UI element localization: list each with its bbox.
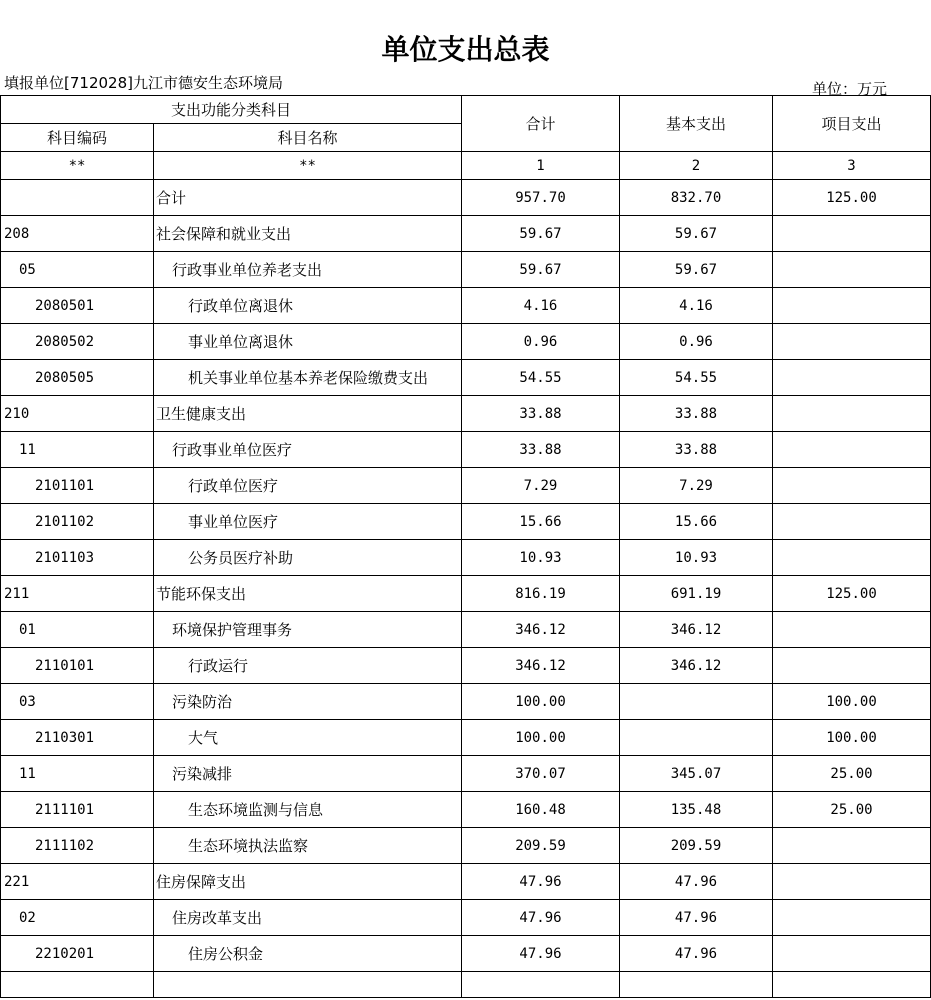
total-cell: 10.93 (462, 540, 620, 576)
subject-code-cell (1, 972, 154, 998)
table-row (1, 684, 931, 720)
subject-code-cell (1, 180, 154, 216)
subject-name-cell: 生态环境监测与信息 (154, 792, 462, 828)
index-total: 1 (462, 152, 620, 180)
index-code: ** (1, 152, 154, 180)
subject-name-cell: 社会保障和就业支出 (154, 216, 462, 252)
header-function-category: 支出功能分类科目 (1, 96, 462, 124)
table-row (1, 720, 931, 756)
project-expenditure-cell: 25.00 (773, 756, 931, 792)
total-cell: 59.67 (462, 216, 620, 252)
basic-expenditure-cell (620, 720, 773, 756)
basic-expenditure-cell: 10.93 (620, 540, 773, 576)
project-expenditure-cell (773, 432, 931, 468)
header-project-expenditure: 项目支出 (773, 96, 931, 152)
reporting-unit-label: 填报单位[712028]九江市德安生态环境局 (4, 74, 283, 92)
project-expenditure-cell: 125.00 (773, 180, 931, 216)
project-expenditure-cell (773, 972, 931, 998)
table-row (1, 972, 931, 998)
total-cell: 0.96 (462, 324, 620, 360)
basic-expenditure-cell (620, 684, 773, 720)
subject-name-cell: 卫生健康支出 (154, 396, 462, 432)
index-project: 3 (773, 152, 931, 180)
table-row (1, 540, 931, 576)
header-basic-expenditure: 基本支出 (620, 96, 773, 152)
subject-code-cell: 03 (1, 684, 154, 720)
subject-code-cell: 221 (1, 864, 154, 900)
subject-code-cell: 2101103 (1, 540, 154, 576)
expenditure-summary-table (0, 95, 931, 998)
basic-expenditure-cell: 59.67 (620, 216, 773, 252)
subject-name-cell: 环境保护管理事务 (154, 612, 462, 648)
subject-name-cell: 生态环境执法监察 (154, 828, 462, 864)
table-row (1, 576, 931, 612)
project-expenditure-cell (773, 648, 931, 684)
subject-code-cell: 2110301 (1, 720, 154, 756)
basic-expenditure-cell: 135.48 (620, 792, 773, 828)
total-cell: 47.96 (462, 936, 620, 972)
subject-code-cell: 2101102 (1, 504, 154, 540)
total-cell: 370.07 (462, 756, 620, 792)
basic-expenditure-cell: 7.29 (620, 468, 773, 504)
subject-name-cell: 公务员医疗补助 (154, 540, 462, 576)
subject-code-cell: 2111101 (1, 792, 154, 828)
total-cell: 100.00 (462, 684, 620, 720)
basic-expenditure-cell: 47.96 (620, 936, 773, 972)
subject-code-cell: 11 (1, 756, 154, 792)
subject-code-cell: 2110101 (1, 648, 154, 684)
total-cell: 54.55 (462, 360, 620, 396)
table-row (1, 216, 931, 252)
project-expenditure-cell (773, 864, 931, 900)
project-expenditure-cell (773, 324, 931, 360)
subject-code-cell: 2111102 (1, 828, 154, 864)
project-expenditure-cell (773, 360, 931, 396)
subject-name-cell: 污染防治 (154, 684, 462, 720)
subject-name-cell (154, 972, 462, 998)
basic-expenditure-cell: 209.59 (620, 828, 773, 864)
subject-name-cell: 住房保障支出 (154, 864, 462, 900)
subject-code-cell: 05 (1, 252, 154, 288)
table-row (1, 828, 931, 864)
project-expenditure-cell (773, 252, 931, 288)
project-expenditure-cell (773, 288, 931, 324)
currency-unit-label: 单位：万元 (812, 80, 888, 98)
basic-expenditure-cell (620, 972, 773, 998)
total-cell: 47.96 (462, 900, 620, 936)
subject-code-cell: 2080505 (1, 360, 154, 396)
table-row (1, 360, 931, 396)
basic-expenditure-cell: 33.88 (620, 396, 773, 432)
subject-name-cell: 事业单位离退休 (154, 324, 462, 360)
subject-name-cell: 行政事业单位医疗 (154, 432, 462, 468)
total-cell (462, 972, 620, 998)
subject-name-cell: 大气 (154, 720, 462, 756)
project-expenditure-cell (773, 828, 931, 864)
project-expenditure-cell (773, 936, 931, 972)
table-row (1, 756, 931, 792)
project-expenditure-cell (773, 504, 931, 540)
index-basic: 2 (620, 152, 773, 180)
subject-name-cell: 行政单位离退休 (154, 288, 462, 324)
total-cell: 59.67 (462, 252, 620, 288)
subject-code-cell: 2210201 (1, 936, 154, 972)
header-subject-code: 科目编码 (1, 124, 154, 152)
subject-name-cell: 节能环保支出 (154, 576, 462, 612)
project-expenditure-cell: 125.00 (773, 576, 931, 612)
project-expenditure-cell: 25.00 (773, 792, 931, 828)
subject-name-cell: 住房公积金 (154, 936, 462, 972)
subject-code-cell: 11 (1, 432, 154, 468)
total-cell: 160.48 (462, 792, 620, 828)
total-cell: 957.70 (462, 180, 620, 216)
project-expenditure-cell (773, 216, 931, 252)
table-row (1, 324, 931, 360)
subject-name-cell: 合计 (154, 180, 462, 216)
table-row (1, 792, 931, 828)
total-cell: 33.88 (462, 432, 620, 468)
project-expenditure-cell (773, 540, 931, 576)
subject-name-cell: 住房改革支出 (154, 900, 462, 936)
table-row (1, 468, 931, 504)
table-row (1, 180, 931, 216)
subject-name-cell: 机关事业单位基本养老保险缴费支出 (154, 360, 462, 396)
total-cell: 33.88 (462, 396, 620, 432)
total-cell: 209.59 (462, 828, 620, 864)
subject-name-cell: 事业单位医疗 (154, 504, 462, 540)
page-title: 单位支出总表 (381, 33, 550, 66)
basic-expenditure-cell: 47.96 (620, 864, 773, 900)
project-expenditure-cell (773, 468, 931, 504)
table-row (1, 648, 931, 684)
index-name: ** (154, 152, 462, 180)
table-row (1, 396, 931, 432)
subject-name-cell: 行政事业单位养老支出 (154, 252, 462, 288)
table-row (1, 864, 931, 900)
project-expenditure-cell (773, 900, 931, 936)
project-expenditure-cell (773, 396, 931, 432)
project-expenditure-cell: 100.00 (773, 720, 931, 756)
basic-expenditure-cell: 346.12 (620, 648, 773, 684)
table-row (1, 504, 931, 540)
basic-expenditure-cell: 0.96 (620, 324, 773, 360)
total-cell: 100.00 (462, 720, 620, 756)
basic-expenditure-cell: 15.66 (620, 504, 773, 540)
subject-name-cell: 行政单位医疗 (154, 468, 462, 504)
basic-expenditure-cell: 59.67 (620, 252, 773, 288)
basic-expenditure-cell: 832.70 (620, 180, 773, 216)
subject-code-cell: 2080502 (1, 324, 154, 360)
basic-expenditure-cell: 47.96 (620, 900, 773, 936)
total-cell: 346.12 (462, 612, 620, 648)
project-expenditure-cell (773, 612, 931, 648)
subject-name-cell: 污染减排 (154, 756, 462, 792)
table-row (1, 900, 931, 936)
project-expenditure-cell: 100.00 (773, 684, 931, 720)
table-row (1, 252, 931, 288)
subject-code-cell: 02 (1, 900, 154, 936)
subject-code-cell: 211 (1, 576, 154, 612)
subject-code-cell: 208 (1, 216, 154, 252)
subject-code-cell: 2080501 (1, 288, 154, 324)
table-row (1, 288, 931, 324)
basic-expenditure-cell: 345.07 (620, 756, 773, 792)
subject-name-cell: 行政运行 (154, 648, 462, 684)
table-row (1, 612, 931, 648)
total-cell: 7.29 (462, 468, 620, 504)
basic-expenditure-cell: 33.88 (620, 432, 773, 468)
basic-expenditure-cell: 4.16 (620, 288, 773, 324)
subject-code-cell: 01 (1, 612, 154, 648)
subject-code-cell: 210 (1, 396, 154, 432)
basic-expenditure-cell: 54.55 (620, 360, 773, 396)
total-cell: 47.96 (462, 864, 620, 900)
subject-code-cell: 2101101 (1, 468, 154, 504)
header-total: 合计 (462, 96, 620, 152)
total-cell: 816.19 (462, 576, 620, 612)
table-row (1, 432, 931, 468)
table-row (1, 936, 931, 972)
header-subject-name: 科目名称 (154, 124, 462, 152)
basic-expenditure-cell: 346.12 (620, 612, 773, 648)
total-cell: 15.66 (462, 504, 620, 540)
total-cell: 4.16 (462, 288, 620, 324)
total-cell: 346.12 (462, 648, 620, 684)
basic-expenditure-cell: 691.19 (620, 576, 773, 612)
